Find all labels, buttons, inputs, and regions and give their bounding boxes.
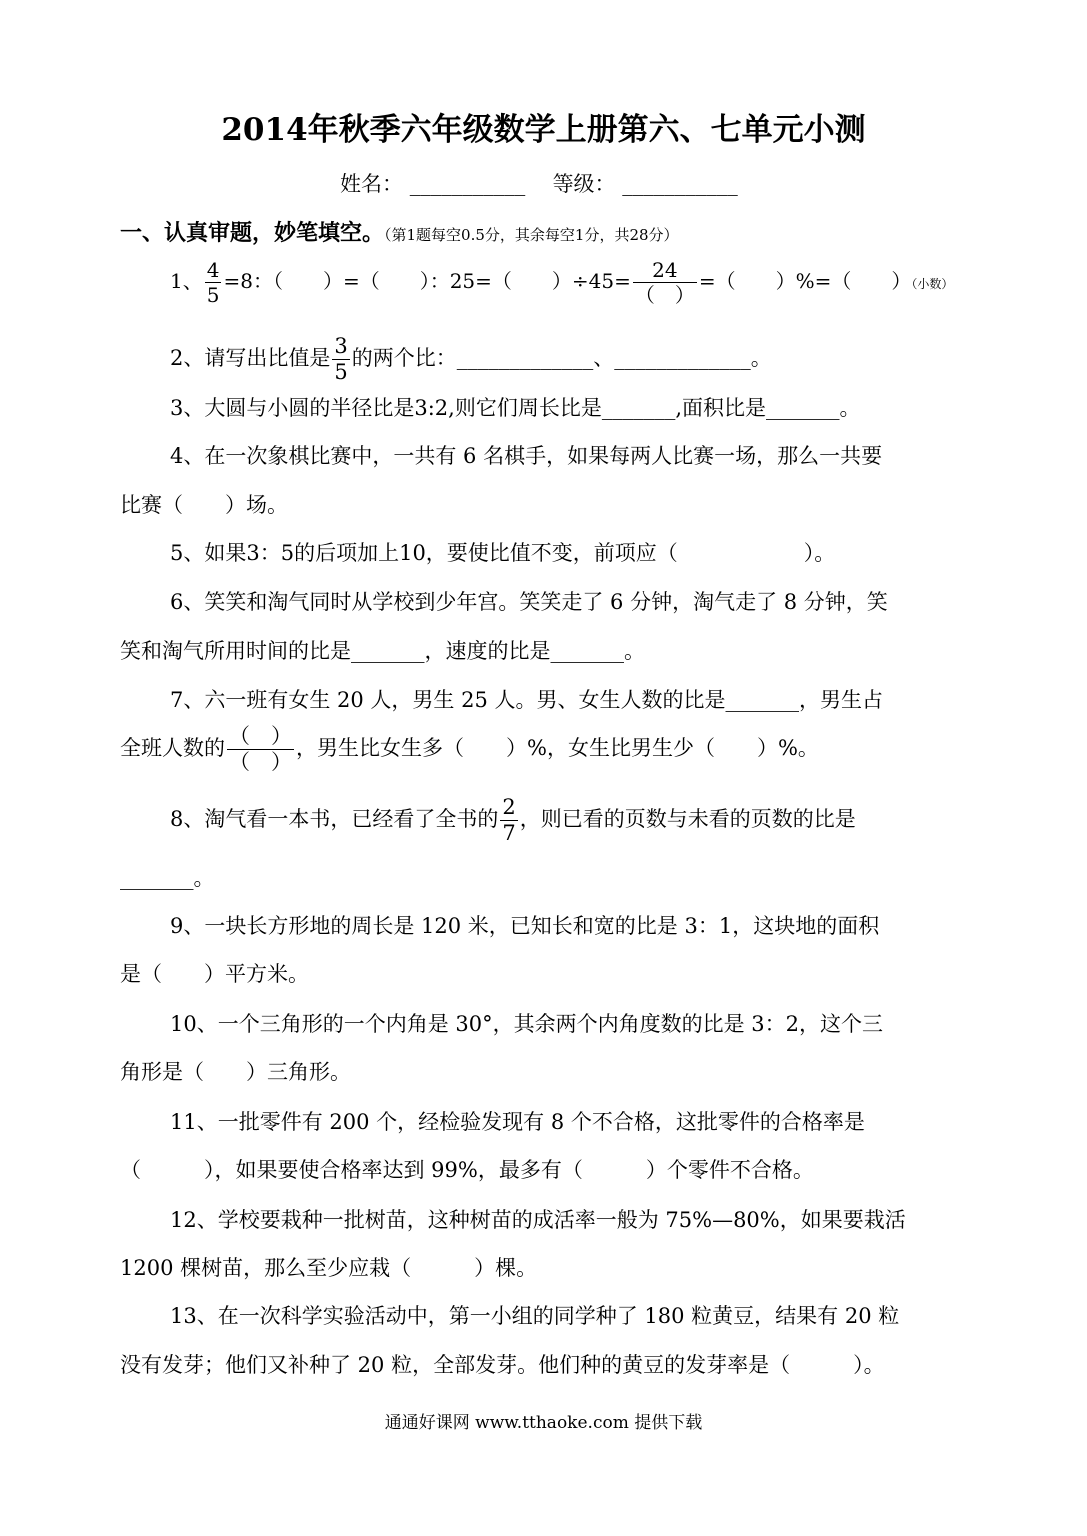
q1-fraction-2: [633, 258, 697, 307]
name-label: 姓名：: [340, 172, 403, 196]
q2-frac-num: 3: [332, 334, 349, 360]
question-11-line-2: （ ），如果要使合格率达到 99%，最多有（ ）个零件不合格。: [120, 1158, 814, 1182]
section-title: 一、认真审题，妙笔填空。: [120, 220, 385, 246]
page-title: 2014年秋季六年级数学上册第六、七单元小测: [221, 112, 866, 148]
question-4-line-1: 4、在一次象棋比赛中，一共有 6 名棋手，如果每两人比赛一场，那么一共要: [170, 444, 883, 468]
question-5: 5、如果3：5的后项加上10，要使比值不变，前项应（ ）。: [170, 541, 836, 565]
q8-frac-num: 2: [500, 795, 517, 821]
q7-frac-den: （ ）: [229, 750, 292, 775]
q8-fraction: [500, 795, 517, 846]
question-7-line-1: 7、六一班有女生 20 人，男生 25 人。男、女生人数的比是_______，男生占: [170, 688, 884, 712]
question-6-line-1: 6、笑笑和淘气同时从学校到少年宫。笑笑走了 6 分钟，淘气走了 8 分钟，笑: [170, 590, 888, 614]
q1-tail: =（ ）%=（ ）: [698, 269, 912, 293]
q1-fraction-1: [205, 258, 222, 307]
q2-frac-den: 5: [334, 360, 348, 385]
question-10-line-1: 10、一个三角形的一个内角是 30°，其余两个内角度数的比是 3：2，这个三: [170, 1012, 884, 1036]
question-13-line-2: 没有发芽；他们又补种了 20 粒，全部发芽。他们种的黄豆的发芽率是（ ）。: [120, 1353, 885, 1377]
question-8-line-1: [170, 795, 856, 846]
question-10-line-2: 角形是（ ）三角形。: [120, 1060, 351, 1084]
question-4-line-2: 比赛（ ）场。: [120, 493, 288, 517]
question-13-line-1: 13、在一次科学实验活动中，第一小组的同学种了 180 粒黄豆，结果有 20 粒: [170, 1304, 900, 1328]
question-7-line-2: [120, 724, 819, 775]
q8-prefix: 8、淘气看一本书，已经看了全书的: [170, 807, 499, 832]
q8-suffix: ，则已看的页数与未看的页数的比是: [519, 807, 856, 832]
section-note: （第1题每空0.5分，其余每空1分，共28分）: [384, 226, 679, 244]
section-heading: [120, 216, 679, 247]
q8-frac-den: 7: [502, 821, 516, 846]
q7-fraction: [227, 724, 294, 775]
name-grade-bar: [340, 168, 738, 198]
q1-frac2-num: 24: [633, 258, 697, 283]
question-11-line-1: 11、一批零件有 200 个，经检验发现有 8 个不合格，这批零件的合格率是: [170, 1110, 865, 1134]
q1-prefix: 1、: [170, 269, 203, 293]
footer-credit: 通通好课网 www.tthaoke.com 提供下载: [384, 1413, 703, 1433]
question-1: [170, 258, 953, 307]
q1-mid: =8：（ ）=（ ）：25=（ ）÷45=: [223, 269, 631, 293]
q2-prefix: 2、请写出比值是: [170, 346, 331, 371]
q1-frac2-den: （ ）: [634, 283, 695, 307]
q1-frac1-num: 4: [206, 258, 220, 282]
question-8-line-2: _______。: [120, 866, 215, 890]
q2-suffix: 的两个比：_____________、_____________。: [351, 346, 772, 371]
q7-prefix: 全班人数的: [120, 736, 225, 761]
question-9-line-1: 9、一块长方形地的周长是 120 米，已知长和宽的比是 3：1，这块地的面积: [170, 914, 880, 938]
question-3: 3、大圆与小圆的半径比是3:2,则它们周长比是_______,面积比是_______。: [170, 396, 861, 420]
question-6-line-2: 笑和淘气所用时间的比是_______，速度的比是_______。: [120, 639, 645, 663]
question-2: [170, 334, 772, 385]
grade-label: 等级：: [552, 172, 616, 196]
q7-frac-num: （ ）: [227, 724, 294, 750]
question-12-line-2: 1200 棵树苗，那么至少应栽（ ）棵。: [120, 1256, 538, 1280]
question-9-line-2: 是（ ）平方米。: [120, 962, 309, 986]
grade-blank: ___________: [622, 172, 738, 196]
q2-fraction: [332, 334, 349, 385]
q1-small-note: （小数）: [911, 277, 954, 291]
q1-frac1-den: 5: [206, 283, 220, 307]
question-12-line-1: 12、学校要栽种一批树苗，这种树苗的成活率一般为 75%—80%，如果要栽活: [170, 1208, 906, 1232]
name-blank: ___________: [409, 172, 526, 196]
q7-suffix: ，男生比女生多（ ）%，女生比男生少（ ）%。: [296, 736, 819, 761]
